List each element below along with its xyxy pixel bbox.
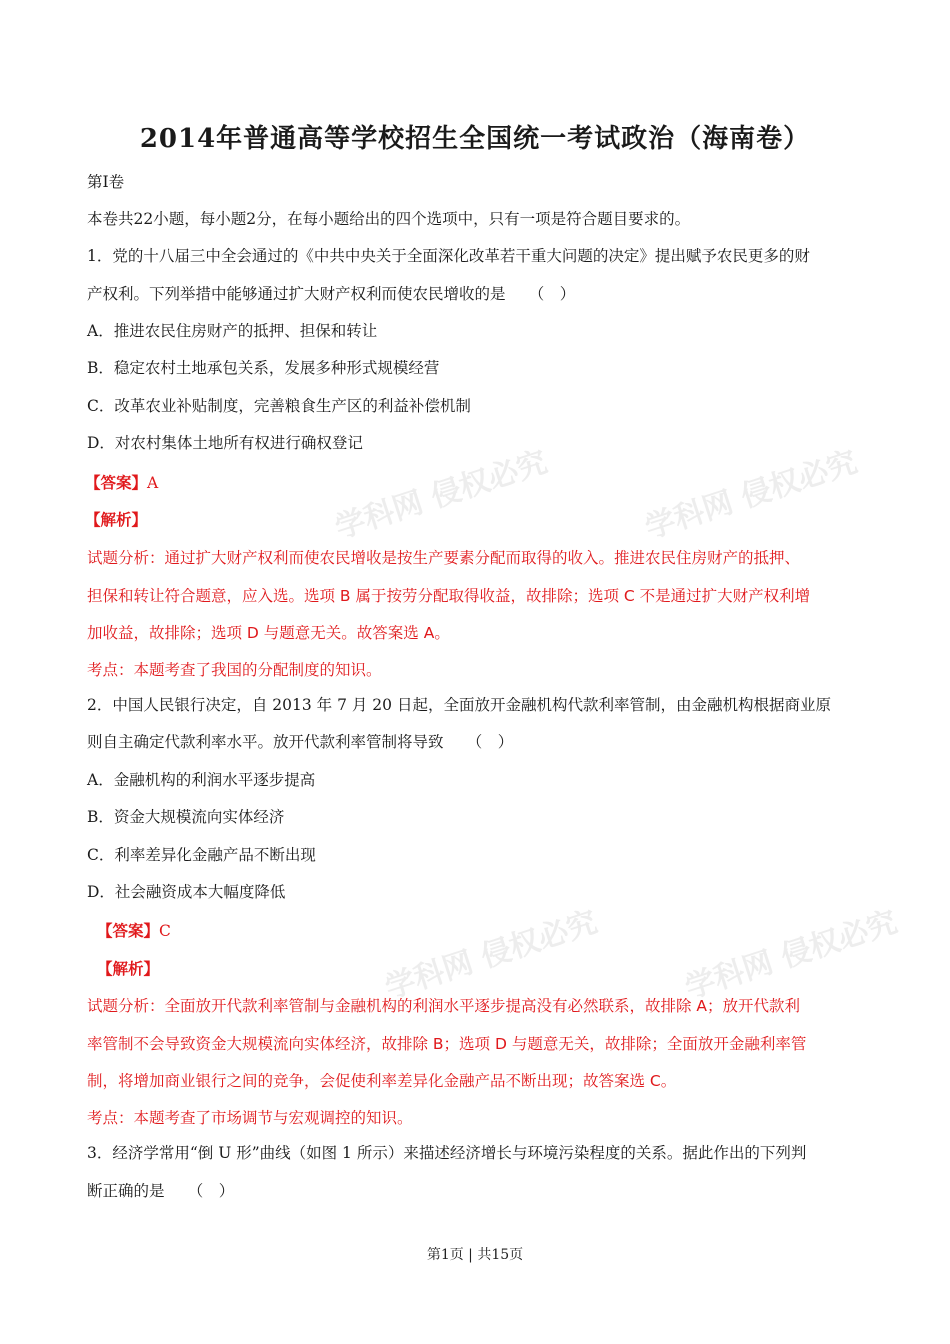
question-1-answer <box>85 471 158 493</box>
question-3-stem-line-2: 断正确的是 （ ） <box>87 1182 235 1200</box>
question-2-option-a: A．金融机构的利润水平逐步提高 <box>87 771 316 789</box>
question-2-option-b: B．资金大规模流向实体经济 <box>87 808 285 826</box>
question-1-knowledge-point: 考点：本题考查了我国的分配制度的知识。 <box>87 661 382 679</box>
question-2-option-d: D．社会融资成本大幅度降低 <box>87 883 286 901</box>
question-2-analysis-label: 【解析】 <box>97 960 160 978</box>
answer-label: 【答案】 <box>97 922 160 940</box>
watermark: 学科网 侵权必究 <box>381 904 602 1007</box>
page-title: 2014年普通高等学校招生全国统一考试政治（海南卷） <box>139 124 811 154</box>
question-2-analysis-line-3: 制，将增加商业银行之间的竞争，会促使利率差异化金融产品不断出现；故答案选 C。 <box>87 1072 677 1090</box>
question-2-option-c: C．利率差异化金融产品不断出现 <box>87 846 316 864</box>
question-1-option-d: D．对农村集体土地所有权进行确权登记 <box>87 434 363 452</box>
question-1-stem-line-2: 产权利。下列举措中能够通过扩大财产权利而使农民增收的是 （ ） <box>87 285 576 303</box>
question-2-analysis-line-1: 试题分析：全面放开代款利率管制与金融机构的利润水平逐步提高没有必然联系，故排除 A；放开代款利 <box>87 997 801 1015</box>
question-2-stem-line-1: 2．中国人民银行决定，自 2013 年 7 月 20 日起，全面放开金融机构代款利率管制，由金融机构根据商业原 <box>87 696 831 714</box>
question-2-answer <box>97 919 171 941</box>
question-1-analysis-line-3: 加收益，故排除；选项 D 与题意无关。故答案选 A。 <box>87 624 450 642</box>
question-2-knowledge-point: 考点：本题考查了市场调节与宏观调控的知识。 <box>87 1109 413 1127</box>
question-1-analysis-line-2: 担保和转让符合题意，应入选。选项 B 属于按劳分配取得收益，故排除；选项 C 不是通过扩大财产权利增 <box>87 587 811 605</box>
answer-value: C <box>159 922 171 940</box>
instructions: 本卷共22小题，每小题2分，在每小题给出的四个选项中，只有一项是符合题目要求的。 <box>87 210 691 228</box>
watermark: 学科网 侵权必究 <box>331 444 552 547</box>
page-footer: 第1页 | 共15页 <box>426 1247 524 1263</box>
question-1-analysis-label: 【解析】 <box>85 511 148 529</box>
question-3-stem-line-1: 3．经济学常用“倒 U 形”曲线（如图 1 所示）来描述经济增长与环境污染程度的关系。据此作出的下列判 <box>87 1144 807 1162</box>
question-1-stem-line-1: 1．党的十八届三中全会通过的《中共中央关于全面深化改革若干重大问题的决定》提出赋予农民更多的财 <box>87 247 810 265</box>
question-1-analysis-line-1: 试题分析：通过扩大财产权利而使农民增收是按生产要素分配而取得的收入。推进农民住房财产的抵押、 <box>87 549 801 567</box>
answer-label: 【答案】 <box>85 474 148 492</box>
question-1-option-b: B．稳定农村土地承包关系，发展多种形式规模经营 <box>87 359 440 377</box>
watermark: 学科网 侵权必究 <box>681 904 902 1007</box>
question-1-option-c: C．改革农业补贴制度，完善粮食生产区的利益补偿机制 <box>87 397 471 415</box>
question-1-option-a: A．推进农民住房财产的抵押、担保和转让 <box>87 322 378 340</box>
question-2-analysis-line-2: 率管制不会导致资金大规模流向实体经济，故排除 B；选项 D 与题意无关，故排除；全面放开金融利率管 <box>87 1035 807 1053</box>
answer-value: A <box>147 474 159 492</box>
watermark: 学科网 侵权必究 <box>641 444 862 547</box>
question-2-stem-line-2: 则自主确定代款利率水平。放开代款利率管制将导致 （ ） <box>87 733 514 751</box>
section-label: 第Ⅰ卷 <box>87 173 125 191</box>
